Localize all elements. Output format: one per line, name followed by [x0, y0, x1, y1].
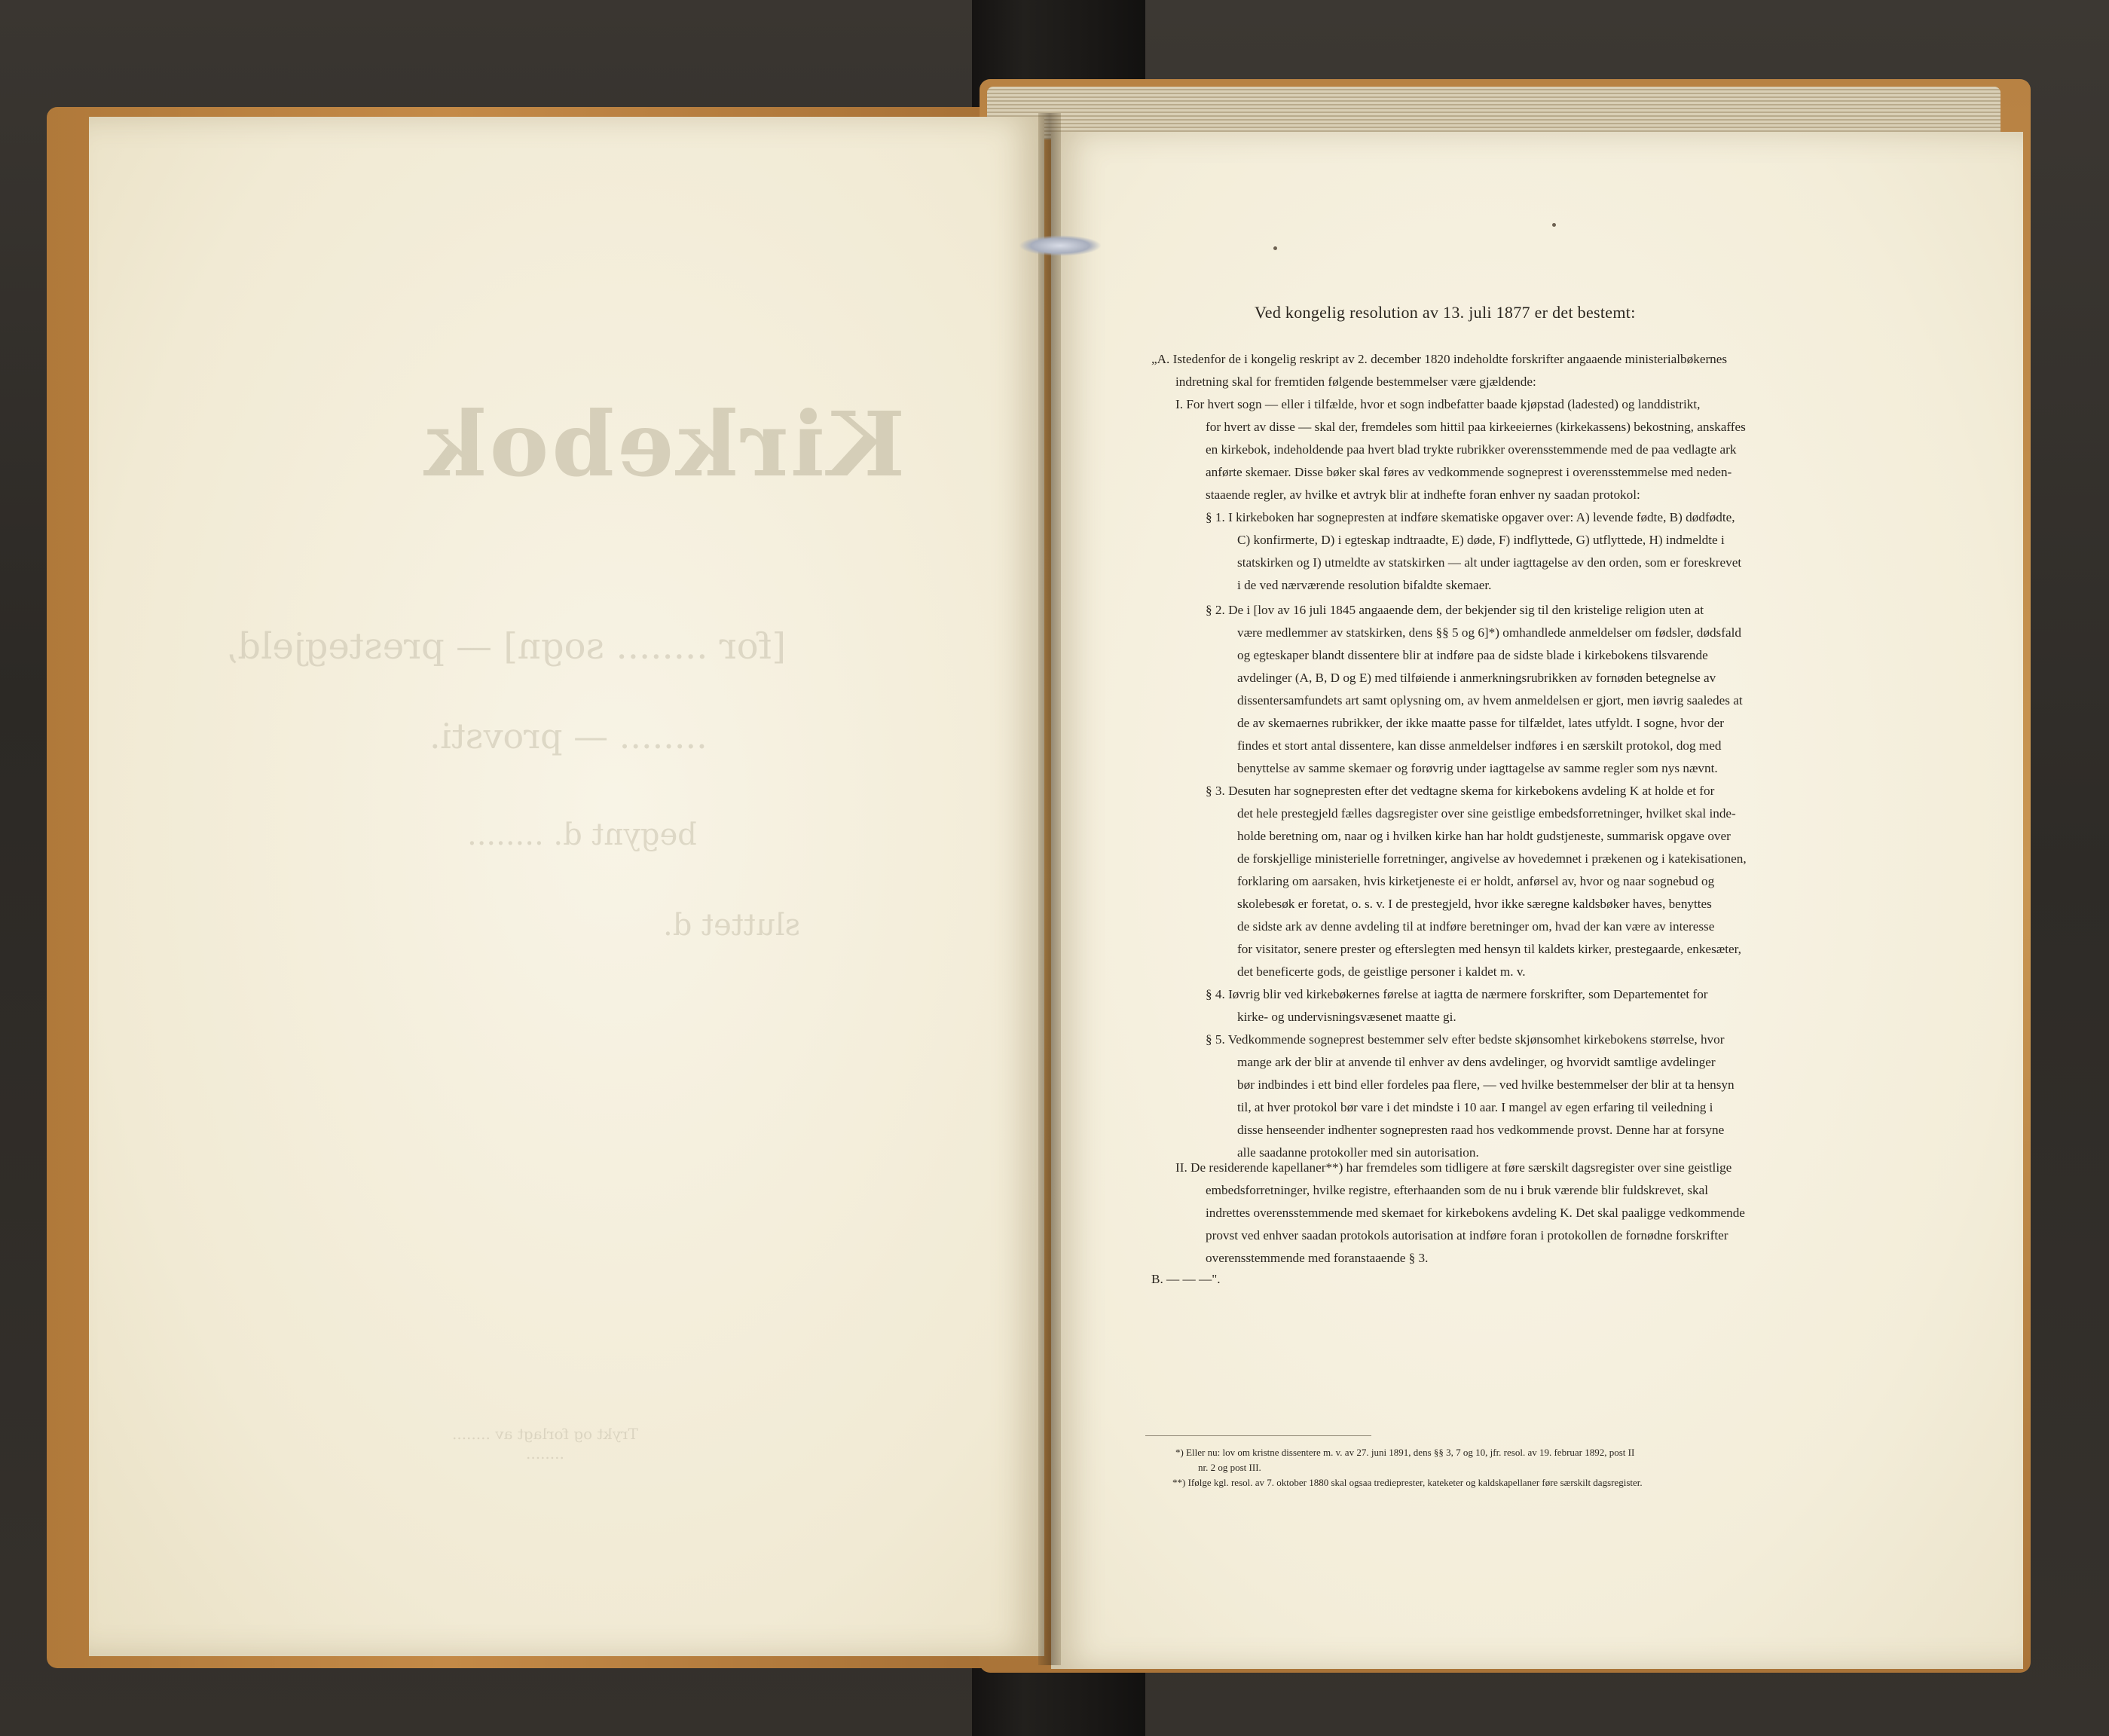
text-line: statskirken og I) utmeldte av statskirken — alt under iagttagelse av den orden, som er foreskrevet: [1237, 555, 1742, 570]
text-line: holde beretning om, naar og i hvilken kirke han har holdt gudstjeneste, summarisk opgave over: [1237, 829, 1731, 843]
footnote-1-cont: nr. 2 og post III.: [1198, 1462, 1261, 1473]
title-kirkebok: Kirkebok: [422, 392, 906, 497]
text-line: skolebesøk er foretat, o. s. v. I de prestegjeld, hvor ikke særegne kaldsbøker haves, benyttes: [1237, 897, 1712, 911]
begun-line: begynt d. ........: [467, 818, 697, 852]
text-line: alle saadanne protokoller med sin autorisation.: [1237, 1145, 1479, 1160]
text-line: i de ved nærværende resolution bifaldte skemaer.: [1237, 578, 1492, 592]
text-line: til, at hver protokol bør vare i det mindste i 10 aar. I mangel av egen erfaring til veiledning i: [1237, 1100, 1713, 1114]
text-line: mange ark der blir at anvende til enhver av dens avdelinger, og hvorvidt samtlige avdelinger: [1237, 1055, 1716, 1069]
text-line: og egteskaper blandt dissentere blir at indføre paa de sidste blade i kirkebokens tilsvarende: [1237, 648, 1708, 662]
text-line: § 2. De i [lov av 16 juli 1845 angaaende dem, der bekjender sig til den kristelige religion uten at: [1206, 603, 1704, 617]
text-line: I. For hvert sogn — eller i tilfælde, hvor et sogn indbefatter baade kjøpstad (ladested) og landdistrikt,: [1175, 397, 1701, 411]
text-line: avdelinger (A, B, D og E) med tilføiende i anmerkningsrubrikken av fornøden betegnelse av: [1237, 671, 1716, 685]
binding-thread: [1019, 235, 1102, 256]
text-line: disse henseender indhenter sognepresten raad hos vedkommende provst. Denne har at forsyne: [1237, 1123, 1725, 1137]
text-line: provst ved enhver saadan protokols autorisation at indføre foran i protokollen de fornødne forskrifter: [1206, 1228, 1728, 1242]
text-line: II. De residerende kapellaner**) har fremdeles som tidligere at føre særskilt dagsregister over sine geistlige: [1175, 1160, 1732, 1175]
deanery-line: ........ — provsti.: [429, 716, 708, 756]
page-speck: [1273, 246, 1277, 250]
text-line: § 1. I kirkeboken har sognepresten at indføre skematiske opgaver over: A) levende fødte, B) dødfødte,: [1206, 510, 1735, 524]
resolution-heading: Ved kongelig resolution av 13. juli 1877 er det bestemt:: [1255, 303, 1636, 322]
text-line: benyttelse av samme skemaer og forøvrig under iagttagelse av samme regler som nys nævnt.: [1237, 761, 1718, 775]
text-line: kirke- og undervisningsvæsenet maatte gi.: [1237, 1010, 1456, 1024]
text-line: „A. Istedenfor de i kongelig reskript av 2. december 1820 indeholdte forskrifter angaaende ministerialbøkernes: [1151, 352, 1728, 366]
text-line: findes et stort antal dissentere, kan disse anmeldelser indføres i en særskilt protokol, dog med: [1237, 738, 1722, 753]
text-line: § 4. Iøvrig blir ved kirkebøkernes førelse at iagtta de nærmere forskrifter, som Departementet for: [1206, 987, 1708, 1001]
footnote-1: *) Eller nu: lov om kristne dissentere m. v. av 27. juni 1891, dens §§ 3, 7 og 10, jfr. resol. av 19. februar 1892, post II: [1175, 1447, 1635, 1458]
text-line: for visitator, senere prester og efterslegten med hensyn til kaldets kirker, prestegaarde, enkesæter,: [1237, 942, 1741, 956]
footnote-rule: [1145, 1435, 1371, 1436]
text-line: B. — — —".: [1151, 1272, 1221, 1286]
text-line: de av skemaernes rubrikker, der ikke maatte passe for tilfældet, lates utfyldt. I sogne, hvor der: [1237, 716, 1725, 730]
text-line: dissentersamfundets art samt oplysning om, av hvem anmeldelsen er gjort, men iøvrig saaledes at: [1237, 693, 1743, 708]
text-line: være medlemmer av statskirken, dens §§ 5 og 6]*) omhandlede anmeldelser om fødsler, dødsfald: [1237, 625, 1741, 640]
text-line: de forskjellige ministerielle forretninger, angivelse av hovedemnet i prækenen og i katekisationen,: [1237, 851, 1747, 866]
book-gutter: [1038, 113, 1061, 1665]
page-speck: [1552, 223, 1556, 227]
text-line: overensstemmende med foranstaaende § 3.: [1206, 1251, 1429, 1265]
text-line: det beneficerte gods, de geistlige personer i kaldet m. v.: [1237, 964, 1526, 979]
text-line: § 5. Vedkommende sogneprest bestemmer selv efter bedste skjønsomhet kirkebokens størrelse, hvor: [1206, 1032, 1725, 1047]
text-line: C) konfirmerte, D) i egteskap indtraadte, E) døde, F) indflyttede, G) utflyttede, H) indmeldte i: [1237, 533, 1725, 547]
text-line: for hvert av disse — skal der, fremdeles som hittil paa kirkeeiernes (kirkekassens) bekostning, anskaffes: [1206, 420, 1746, 434]
text-line: § 3. Desuten har sognepresten efter det vedtagne skema for kirkebokens avdeling K at holde et for: [1206, 784, 1715, 798]
text-line: staaende regler, av hvilke et avtryk blir at indhefte foran enhver ny saadan protokol:: [1206, 487, 1640, 502]
text-line: en kirkebok, indeholdende paa hvert blad trykte rubrikker overensstemmende med de paa vedlagte ark: [1206, 442, 1737, 457]
text-line: indrettes overensstemmende med skemaet for kirkebokens avdeling K. Det skal paaligge vedkommende: [1206, 1206, 1745, 1220]
text-line: forklaring om aarsaken, hvis kirketjeneste ei er holdt, anførsel av, hvor og naar sognebud og: [1237, 874, 1715, 888]
printer-imprint: [452, 1424, 638, 1463]
text-line: bør indbindes i ett bind eller fordeles paa flere, — ved hvilke bestemmelser der blir at ta hensyn: [1237, 1077, 1735, 1092]
text-line: det hele prestegjeld fælles dagsregister over sine geistlige embedsforretninger, hvilket skal inde-: [1237, 806, 1736, 821]
printer-line-1: Trykt og forlagt av ........: [452, 1425, 638, 1443]
ended-line: sluttet d.: [663, 908, 801, 943]
text-line: embedsforretninger, hvilke registre, efterhaanden som de nu i bruk værende blir fuldskrevet, skal: [1206, 1183, 1709, 1197]
text-line: de sidste ark av denne avdeling til at indføre beretninger om, hvad der kan være av interesse: [1237, 919, 1715, 934]
footnote-2: **) Ifølge kgl. resol. av 7. oktober 1880 skal ogsaa tredieprester, kateketer og kaldskapellaner føre særskilt dagsregister.: [1172, 1477, 1643, 1488]
text-line: anførte skemaer. Disse bøker skal føres av vedkommende sogneprest i overensstemmelse med neden-: [1206, 465, 1732, 479]
printer-line-2: ........: [526, 1444, 564, 1462]
text-line: indretning skal for fremtiden følgende bestemmelser være gjældende:: [1175, 374, 1536, 389]
parish-line: [for ........ sogn] — prestegjeld,: [226, 625, 787, 668]
